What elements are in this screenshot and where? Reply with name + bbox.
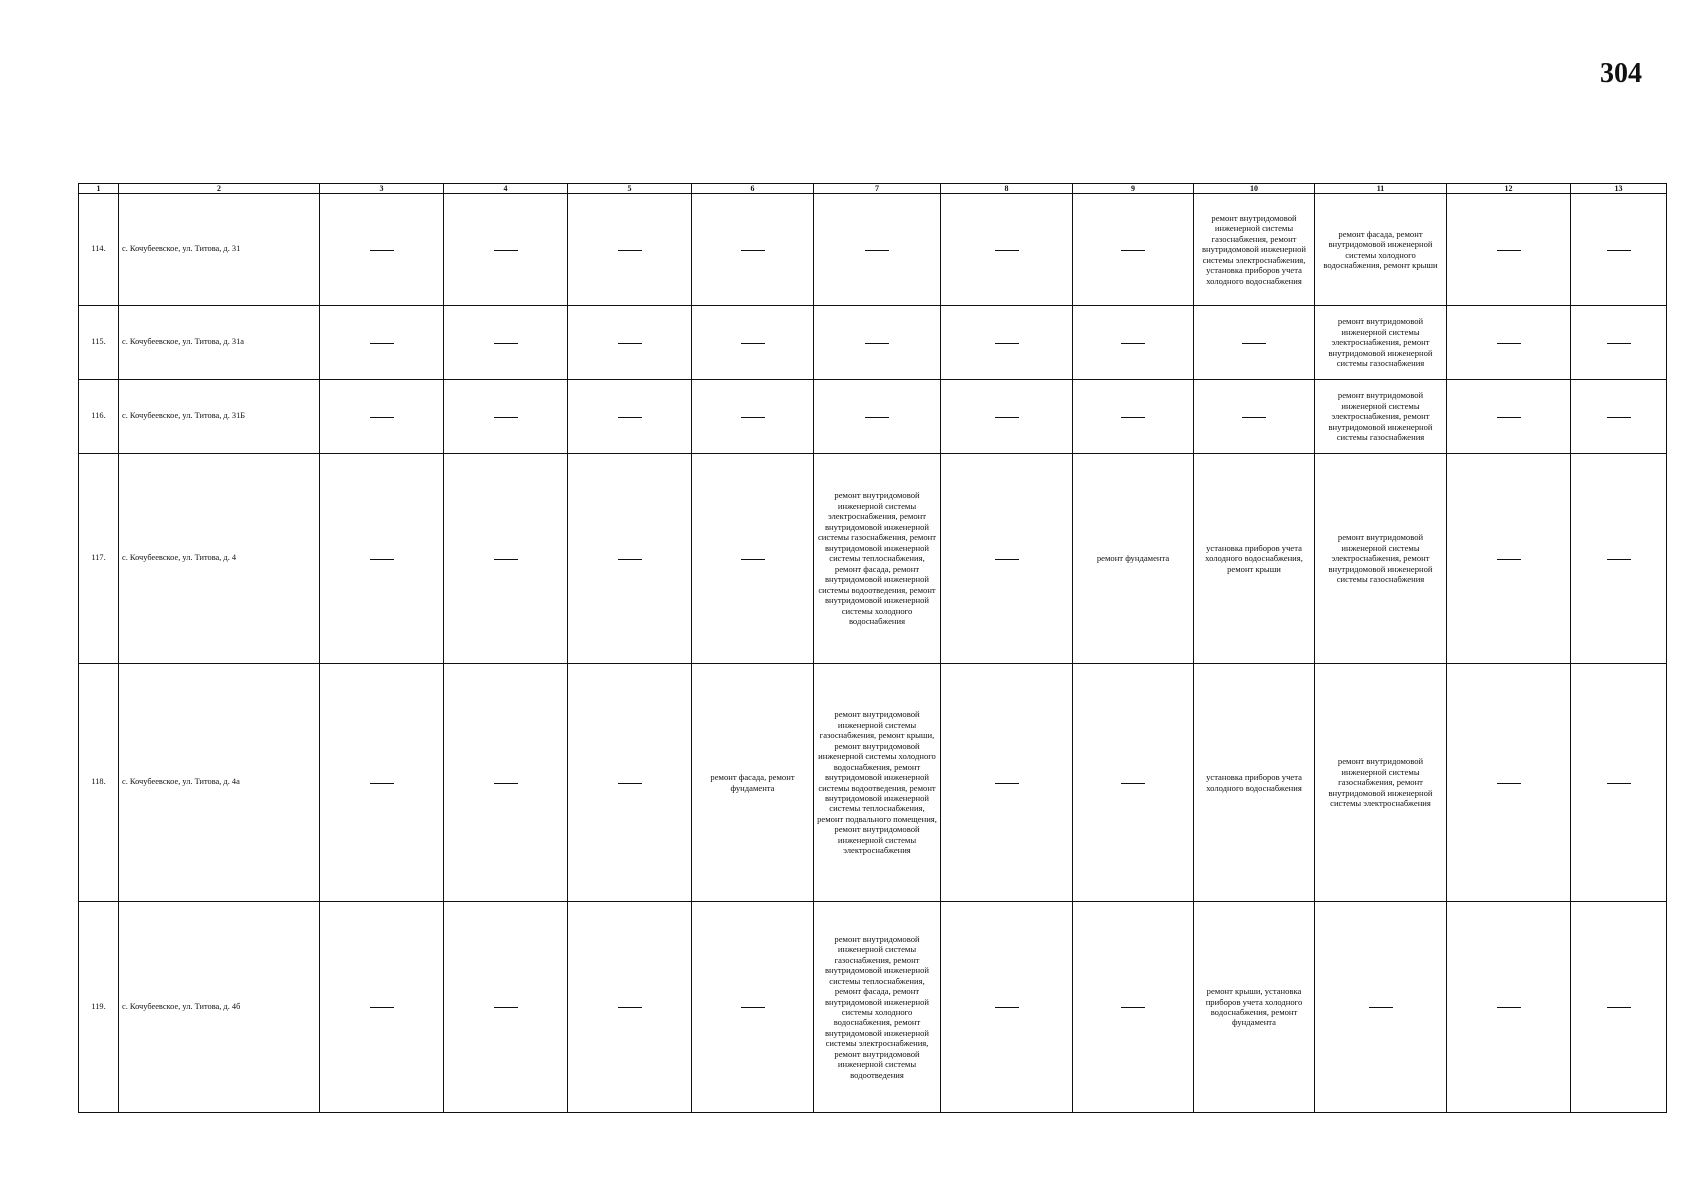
dash-mark — [370, 417, 394, 418]
dash-mark — [1242, 417, 1266, 418]
empty-cell — [568, 454, 692, 664]
dash-mark — [494, 1007, 518, 1008]
address-cell: с. Кочубеевское, ул. Титова, д. 4а — [119, 664, 320, 902]
page-number: 304 — [1600, 58, 1642, 89]
empty-cell — [1571, 454, 1667, 664]
dash-mark — [370, 1007, 394, 1008]
dash-mark — [494, 250, 518, 251]
empty-cell — [1447, 664, 1571, 902]
table-row — [79, 454, 1667, 664]
empty-cell — [444, 194, 568, 306]
column-number: 11 — [1315, 184, 1447, 194]
empty-cell — [568, 902, 692, 1113]
table-row — [79, 902, 1667, 1113]
work-cell: установка приборов учета холодного водоснабжения — [1194, 664, 1315, 902]
empty-cell — [1073, 902, 1194, 1113]
address-cell: с. Кочубеевское, ул. Титова, д. 4б — [119, 902, 320, 1113]
column-number: 5 — [568, 184, 692, 194]
dash-mark — [1607, 783, 1631, 784]
empty-cell — [814, 194, 941, 306]
row-number: 115. — [79, 306, 119, 380]
work-cell: ремонт крыши, установка приборов учета холодного водоснабжения, ремонт фундамента — [1194, 902, 1315, 1113]
empty-cell — [941, 194, 1073, 306]
empty-cell — [1194, 380, 1315, 454]
dash-mark — [370, 343, 394, 344]
dash-mark — [1497, 1007, 1521, 1008]
dash-mark — [494, 417, 518, 418]
empty-cell — [692, 454, 814, 664]
empty-cell — [320, 902, 444, 1113]
empty-cell — [941, 454, 1073, 664]
empty-cell — [1194, 306, 1315, 380]
empty-cell — [320, 380, 444, 454]
column-number: 6 — [692, 184, 814, 194]
empty-cell — [320, 194, 444, 306]
empty-cell — [814, 380, 941, 454]
empty-cell — [941, 380, 1073, 454]
table-row — [79, 664, 1667, 902]
empty-cell — [444, 454, 568, 664]
address-cell: с. Кочубеевское, ул. Титова, д. 4 — [119, 454, 320, 664]
dash-mark — [1121, 417, 1145, 418]
row-number: 116. — [79, 380, 119, 454]
dash-mark — [1121, 1007, 1145, 1008]
empty-cell — [1447, 306, 1571, 380]
work-cell: ремонт фасада, ремонт фундамента — [692, 664, 814, 902]
work-cell: ремонт фасада, ремонт внутридомовой инженерной системы холодного водоснабжения, ремонт крыши — [1315, 194, 1447, 306]
work-cell: ремонт фундамента — [1073, 454, 1194, 664]
column-number: 8 — [941, 184, 1073, 194]
dash-mark — [1497, 783, 1521, 784]
dash-mark — [494, 559, 518, 560]
empty-cell — [1447, 194, 1571, 306]
table-row — [79, 306, 1667, 380]
work-cell: ремонт внутридомовой инженерной системы газоснабжения, ремонт внутридомовой инженерной системы электроснабжения, установка приборов учета холодного водоснабжения — [1194, 194, 1315, 306]
dash-mark — [995, 343, 1019, 344]
dash-mark — [494, 783, 518, 784]
empty-cell — [1571, 194, 1667, 306]
empty-cell — [444, 380, 568, 454]
empty-cell — [941, 902, 1073, 1113]
empty-cell — [1073, 664, 1194, 902]
row-number: 114. — [79, 194, 119, 306]
dash-mark — [865, 250, 889, 251]
dash-mark — [1497, 417, 1521, 418]
dash-mark — [1497, 250, 1521, 251]
empty-cell — [1571, 902, 1667, 1113]
work-cell: ремонт внутридомовой инженерной системы электроснабжения, ремонт внутридомовой инженерной системы газоснабжения — [1315, 380, 1447, 454]
dash-mark — [741, 1007, 765, 1008]
address-cell: с. Кочубеевское, ул. Титова, д. 31Б — [119, 380, 320, 454]
empty-cell — [1571, 380, 1667, 454]
dash-mark — [995, 417, 1019, 418]
dash-mark — [1607, 1007, 1631, 1008]
work-cell: ремонт внутридомовой инженерной системы газоснабжения, ремонт внутридомовой инженерной системы теплоснабжения, ремонт фасада, ремонт внутридомовой инженерной системы холодного водоснабжения, ремонт внутридомовой инженерной системы электроснабжения, ремонт внутридомовой инженерной системы водоотведения — [814, 902, 941, 1113]
table-row — [79, 194, 1667, 306]
work-cell: ремонт внутридомовой инженерной системы газоснабжения, ремонт внутридомовой инженерной системы электроснабжения — [1315, 664, 1447, 902]
dash-mark — [370, 783, 394, 784]
row-number: 117. — [79, 454, 119, 664]
empty-cell — [1447, 380, 1571, 454]
row-number: 118. — [79, 664, 119, 902]
address-cell: с. Кочубеевское, ул. Титова, д. 31а — [119, 306, 320, 380]
column-number: 7 — [814, 184, 941, 194]
column-number-row — [79, 184, 1667, 194]
dash-mark — [865, 343, 889, 344]
dash-mark — [370, 559, 394, 560]
dash-mark — [618, 343, 642, 344]
dash-mark — [494, 343, 518, 344]
empty-cell — [320, 306, 444, 380]
empty-cell — [1571, 306, 1667, 380]
column-number: 2 — [119, 184, 320, 194]
empty-cell — [320, 664, 444, 902]
dash-mark — [1121, 343, 1145, 344]
dash-mark — [1497, 559, 1521, 560]
column-number: 10 — [1194, 184, 1315, 194]
empty-cell — [1073, 380, 1194, 454]
dash-mark — [618, 783, 642, 784]
dash-mark — [995, 1007, 1019, 1008]
empty-cell — [692, 902, 814, 1113]
empty-cell — [1073, 306, 1194, 380]
dash-mark — [618, 417, 642, 418]
dash-mark — [995, 783, 1019, 784]
dash-mark — [618, 1007, 642, 1008]
empty-cell — [568, 306, 692, 380]
empty-cell — [692, 306, 814, 380]
dash-mark — [1607, 559, 1631, 560]
empty-cell — [444, 306, 568, 380]
empty-cell — [1447, 902, 1571, 1113]
dash-mark — [995, 250, 1019, 251]
empty-cell — [814, 306, 941, 380]
empty-cell — [1073, 194, 1194, 306]
column-number: 9 — [1073, 184, 1194, 194]
repair-schedule-table — [78, 183, 1667, 1113]
empty-cell — [1447, 454, 1571, 664]
dash-mark — [995, 559, 1019, 560]
address-cell: с. Кочубеевское, ул. Титова, д. 31 — [119, 194, 320, 306]
dash-mark — [865, 417, 889, 418]
column-number: 1 — [79, 184, 119, 194]
empty-cell — [941, 306, 1073, 380]
dash-mark — [370, 250, 394, 251]
empty-cell — [1571, 664, 1667, 902]
column-number: 13 — [1571, 184, 1667, 194]
work-cell: ремонт внутридомовой инженерной системы газоснабжения, ремонт крыши, ремонт внутридомовой инженерной системы холодного водоснабжения, ремонт внутридомовой инженерной системы водоотведения, ремонт внутридомовой инженерной системы теплоснабжения, ремонт подвального помещения, ремонт внутридомовой инженерной системы электроснабжения — [814, 664, 941, 902]
work-cell: ремонт внутридомовой инженерной системы электроснабжения, ремонт внутридомовой инженерной системы газоснабжения, ремонт внутридомовой инженерной системы теплоснабжения, ремонт фасада, ремонт внутридомовой инженерной системы водоотведения, ремонт внутридомовой инженерной системы холодного водоснабжения — [814, 454, 941, 664]
dash-mark — [741, 417, 765, 418]
dash-mark — [1369, 1007, 1393, 1008]
dash-mark — [741, 343, 765, 344]
dash-mark — [618, 559, 642, 560]
dash-mark — [1497, 343, 1521, 344]
dash-mark — [1121, 783, 1145, 784]
table-row — [79, 380, 1667, 454]
row-number: 119. — [79, 902, 119, 1113]
dash-mark — [1242, 343, 1266, 344]
column-number: 4 — [444, 184, 568, 194]
empty-cell — [568, 664, 692, 902]
empty-cell — [444, 902, 568, 1113]
empty-cell — [568, 194, 692, 306]
empty-cell — [568, 380, 692, 454]
work-cell: ремонт внутридомовой инженерной системы электроснабжения, ремонт внутридомовой инженерной системы газоснабжения — [1315, 306, 1447, 380]
empty-cell — [941, 664, 1073, 902]
dash-mark — [1607, 250, 1631, 251]
dash-mark — [1607, 417, 1631, 418]
dash-mark — [741, 250, 765, 251]
dash-mark — [741, 559, 765, 560]
empty-cell — [444, 664, 568, 902]
empty-cell — [1315, 902, 1447, 1113]
empty-cell — [320, 454, 444, 664]
column-number: 3 — [320, 184, 444, 194]
empty-cell — [692, 380, 814, 454]
dash-mark — [1121, 250, 1145, 251]
empty-cell — [692, 194, 814, 306]
dash-mark — [1607, 343, 1631, 344]
column-number: 12 — [1447, 184, 1571, 194]
work-cell: установка приборов учета холодного водоснабжения, ремонт крыши — [1194, 454, 1315, 664]
dash-mark — [618, 250, 642, 251]
work-cell: ремонт внутридомовой инженерной системы электроснабжения, ремонт внутридомовой инженерной системы газоснабжения — [1315, 454, 1447, 664]
